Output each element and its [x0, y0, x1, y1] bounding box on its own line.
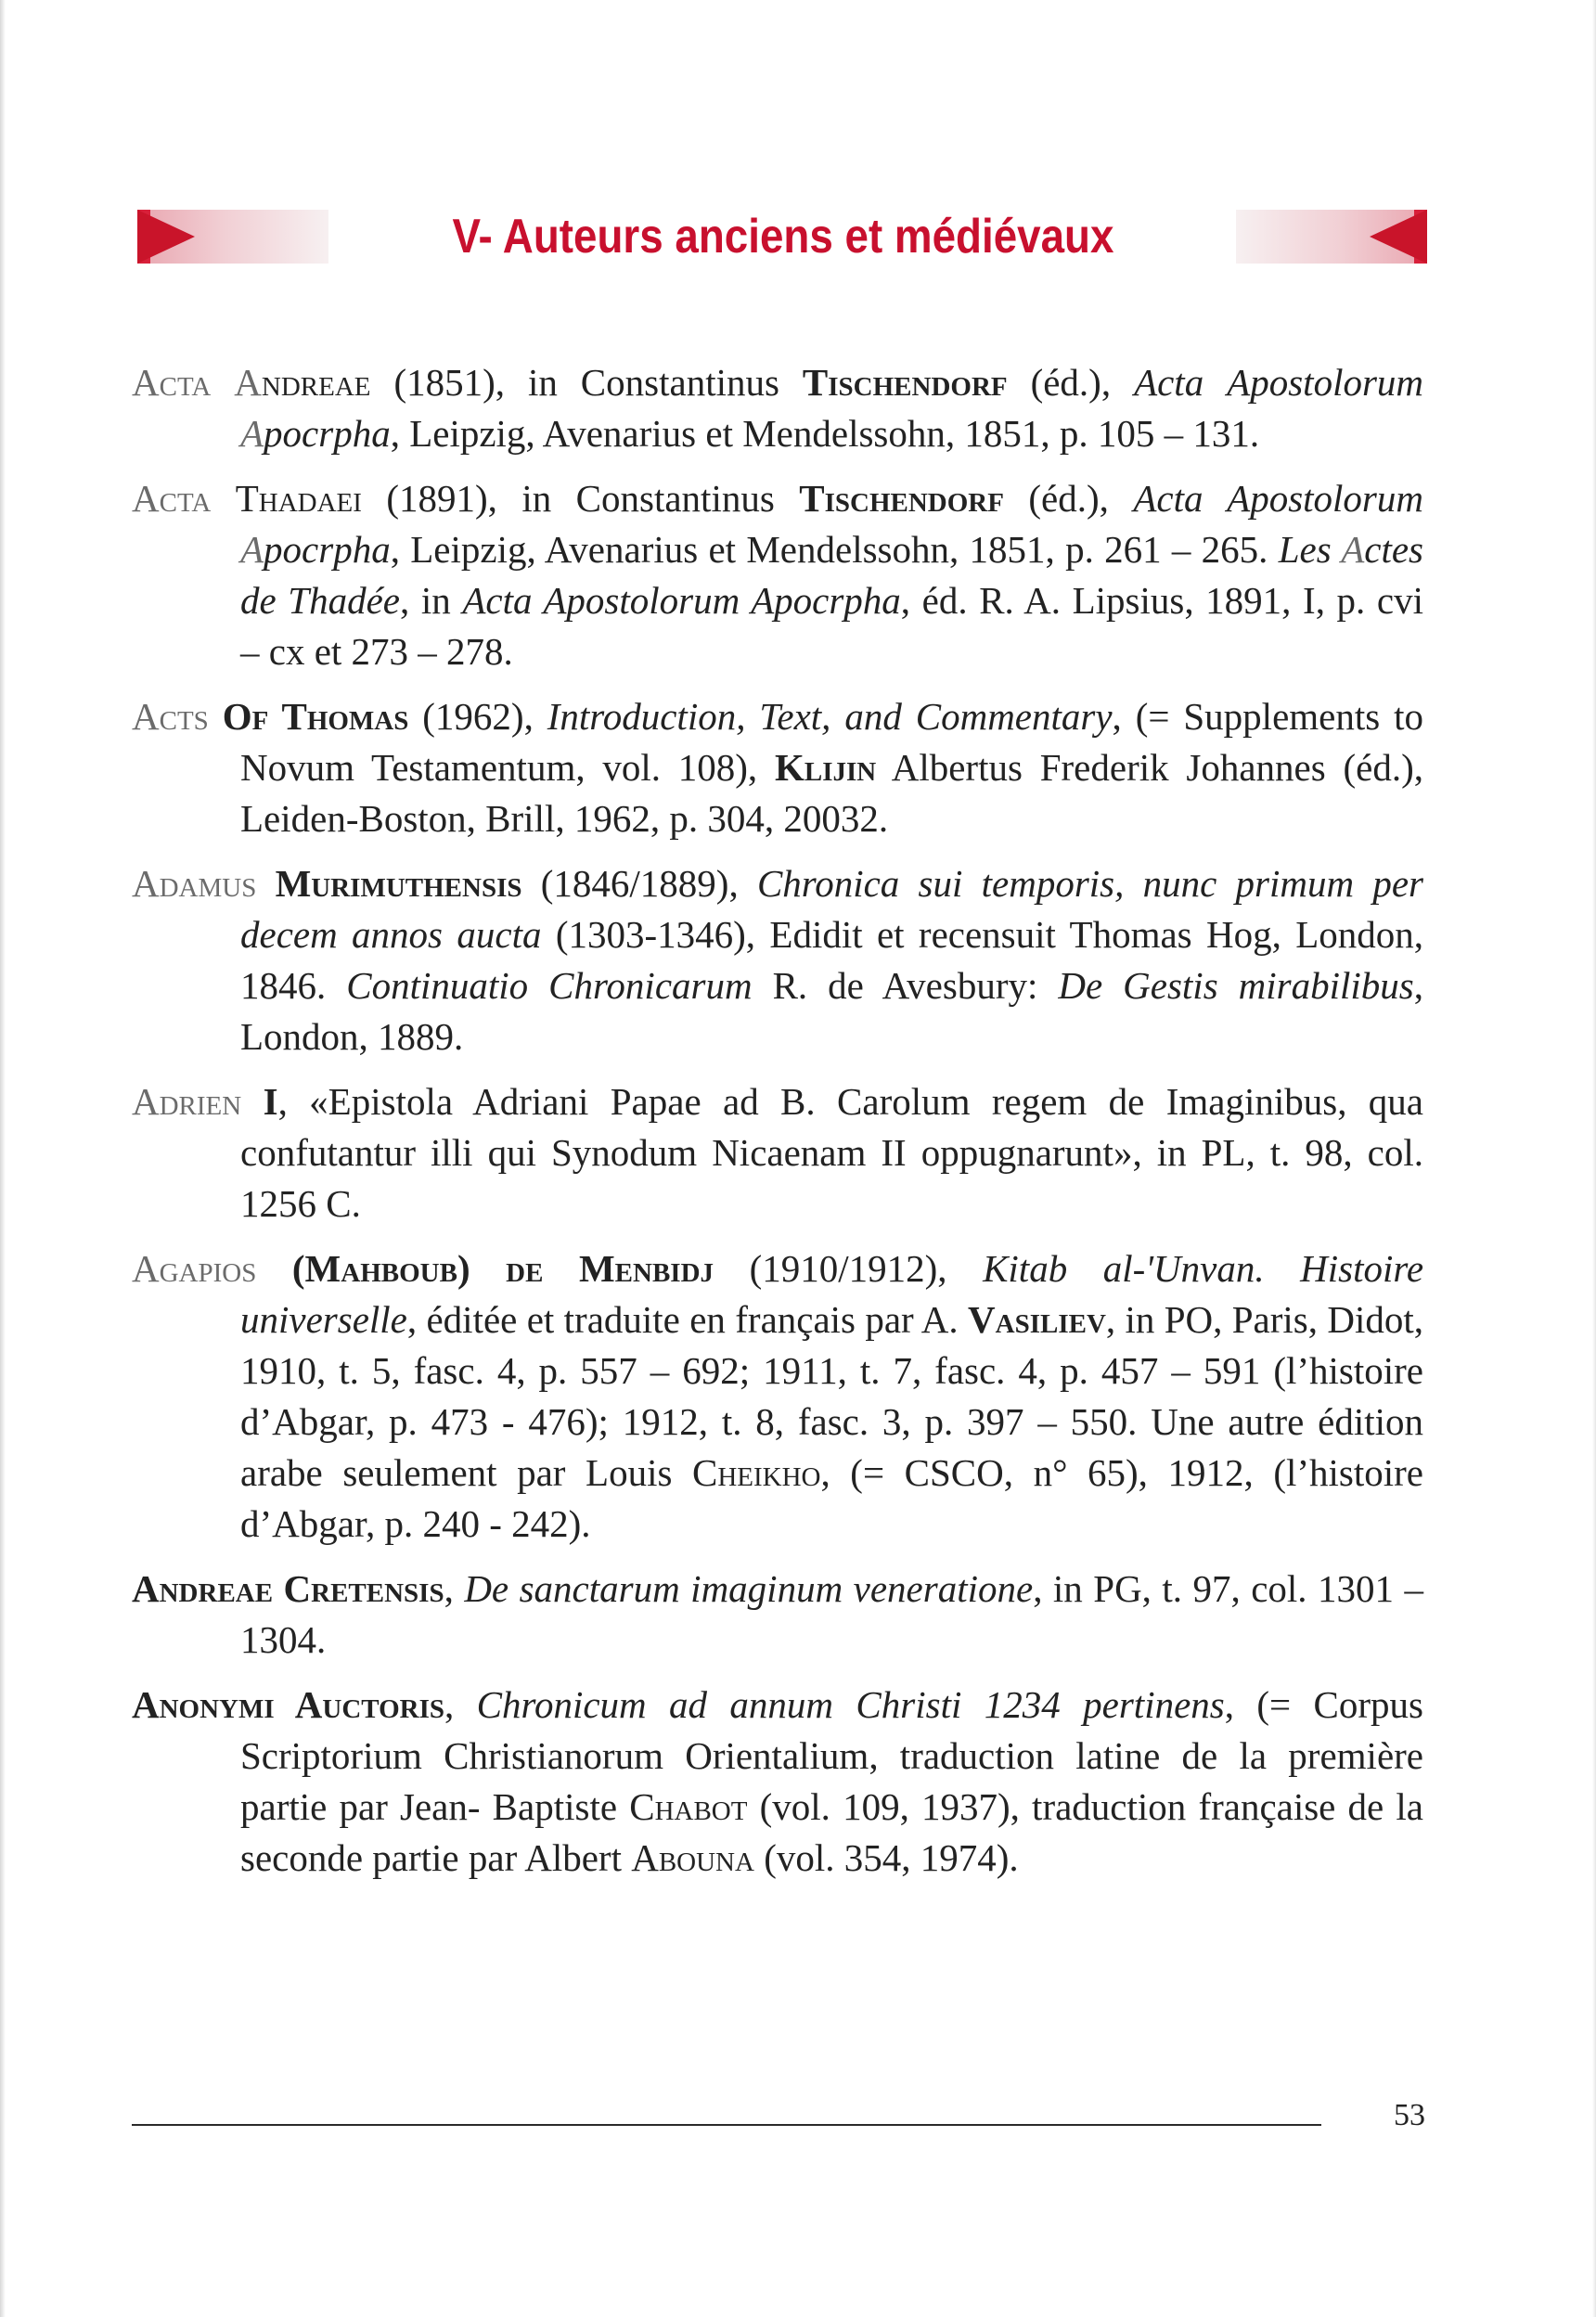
work-title: ctes de Thadée — [240, 528, 1423, 622]
work-title-faded-initial: A — [1341, 528, 1365, 571]
editor-name: Tischendorf — [802, 361, 1008, 404]
work-title: Introduction, Text, and Commentary — [547, 695, 1113, 738]
entry-text: , in PG, t. 97, col. 1301 – 1304. — [240, 1567, 1423, 1661]
entry-head-name: Andreae Cretensis — [132, 1567, 444, 1610]
bibliography-entry-agapios — [132, 1243, 1423, 1550]
work-title: Chronicum ad annum Christi 1234 pertinens — [476, 1683, 1225, 1726]
entry-text: , London, 1889. — [240, 964, 1423, 1058]
editor-name: Klijin — [774, 746, 877, 789]
entry-text: , Leipzig, Avenarius et Mendelssohn, 1851, p. 105 – 131. — [390, 412, 1260, 455]
work-title: De Gestis mirabilibus — [1058, 964, 1414, 1007]
page-edge-shadow-right — [1592, 0, 1596, 2317]
heading-ornament-left-icon — [137, 210, 328, 264]
bibliography-entry-acta-thadaei — [132, 473, 1423, 677]
work-title: Acta Apostolorum Apocrpha — [462, 579, 901, 622]
entry-text: , «Epistola Adriani Papae ad B. Carolum regem de Imaginibus, qua confutantur illi qui Synodum Nicaenam II oppugnarunt», in PL, t. 98, col. 1256 C. — [240, 1080, 1424, 1225]
work-title: postolorum — [1250, 361, 1424, 404]
entry-text: (1962), — [408, 695, 547, 738]
entry-text: , — [444, 1683, 477, 1726]
work-title: De sanctarum imaginum veneratione — [464, 1567, 1034, 1610]
entry-head-faded: Acts — [132, 695, 209, 738]
work-title: Chronica sui temporis, nunc primum per decem annos aucta — [240, 862, 1423, 956]
entry-text: , (= CSCO, n° 65), 1912, (l’histoire d’Abgar, p. 240 - 242). — [240, 1451, 1423, 1545]
entry-text: , éditée et traduite en français par A. — [406, 1298, 969, 1341]
page-edge-shadow — [0, 0, 6, 2317]
entry-head-name: Of Thomas — [222, 695, 409, 738]
section-title: V- Auteurs anciens et médiévaux — [452, 210, 1114, 264]
work-title-initial: A — [1227, 361, 1251, 404]
work-title: Acta Apostolorum — [1133, 477, 1423, 520]
entry-head-name: Thadaei — [235, 477, 362, 520]
bibliography-entry-andreae-cretensis — [132, 1564, 1423, 1666]
entry-text: , Leipzig, Avenarius et Mendelssohn, 1851, p. 261 – 265. — [390, 528, 1279, 571]
bibliography-list — [132, 357, 1423, 1898]
entry-text: , (= Corpus Scriptorium Christianorum Orientalium, traduction latine de la première partie par Jean- Baptiste — [240, 1683, 1424, 1828]
entry-head-name: I — [263, 1080, 278, 1123]
entry-text: (éd.), — [1007, 361, 1135, 404]
work-title: pocrpha — [264, 528, 391, 571]
footer-rule — [132, 2124, 1321, 2126]
work-title: pocrpha — [264, 412, 391, 455]
entry-head-faded: Adamus — [132, 862, 257, 905]
bibliography-entry-acts-of-thomas — [132, 691, 1423, 844]
bibliography-entry-acta-andreae — [132, 357, 1423, 459]
entry-text: (1851), in Constantinus — [370, 361, 803, 404]
entry-head-faded: Acta — [132, 361, 212, 404]
entry-head-faded-initial: A — [234, 361, 262, 404]
entry-text: (1891), in Constantinus — [361, 477, 800, 520]
entry-text: , — [444, 1567, 465, 1610]
bibliography-entry-adamus-murimuthensis — [132, 858, 1423, 1062]
heading-ornament-right-icon — [1236, 210, 1427, 264]
entry-text: (1846/1889), — [521, 862, 757, 905]
entry-text: (1303-1346), Edidit et recensuit Thomas Hog, London, 1846. — [240, 913, 1423, 1007]
section-heading — [137, 206, 1427, 267]
entry-head-faded: Adrien — [132, 1080, 242, 1123]
entry-head-faded: Agapios — [132, 1247, 257, 1290]
work-title: Les — [1278, 528, 1342, 571]
entry-text: (1910/1912), — [714, 1247, 984, 1290]
entry-head-name: ndreae — [261, 361, 371, 404]
work-title: Kitab al-'Unvan. Histoire universelle — [240, 1247, 1424, 1341]
entry-head-name: Murimuthensis — [275, 862, 522, 905]
entry-text: (éd.), — [1003, 477, 1134, 520]
entry-text: (vol. 109, 1937), traduction française de la seconde partie par Albert — [240, 1785, 1423, 1879]
editor-name: Vasiliev — [968, 1298, 1106, 1341]
work-title-faded-initial: A — [240, 412, 264, 455]
entry-text: R. de Avesbury: — [752, 964, 1059, 1007]
work-title-faded-initial: A — [240, 528, 264, 571]
entry-head-name: Anonymi Auctoris — [132, 1683, 445, 1726]
work-title: Acta — [1134, 361, 1204, 404]
entry-text: (vol. 354, 1974). — [753, 1836, 1019, 1879]
editor-name: Cheikho — [691, 1451, 821, 1494]
entry-text: Albertus Frederik Johannes (éd.), Leiden-Boston, Brill, 1962, p. 304, 20032. — [240, 746, 1423, 840]
editor-name: Chabot — [629, 1785, 748, 1828]
bibliography-entry-anonymi-auctoris — [132, 1680, 1423, 1884]
work-title: Continuatio Chronicarum — [346, 964, 753, 1007]
entry-text: , in PO, Paris, Didot, 1910, t. 5, fasc. 4, p. 557 – 692; 1911, t. 7, fasc. 4, p. 457 – 591 (l’histoire d’Abgar, p. 473 - 476); 1912, t. 8, fasc. 3, p. 397 – 550. Une autre édition arabe seulement par Louis — [240, 1298, 1423, 1494]
entry-head-faded: Acta — [132, 477, 212, 520]
entry-text: , in — [400, 579, 463, 622]
bibliography-entry-adrien-i — [132, 1076, 1423, 1229]
editor-name: Tischendorf — [799, 477, 1004, 520]
entry-text: , (= Supplements to Novum Testamentum, vol. 108), — [240, 695, 1423, 789]
entry-head-name: (Mahboub) de Menbidj — [291, 1247, 714, 1290]
page-number: 53 — [1394, 2098, 1425, 2132]
entry-text: , éd. R. A. Lipsius, 1891, I, p. cvi – cx et 273 – 278. — [240, 579, 1423, 673]
editor-name: Abouna — [631, 1836, 754, 1879]
